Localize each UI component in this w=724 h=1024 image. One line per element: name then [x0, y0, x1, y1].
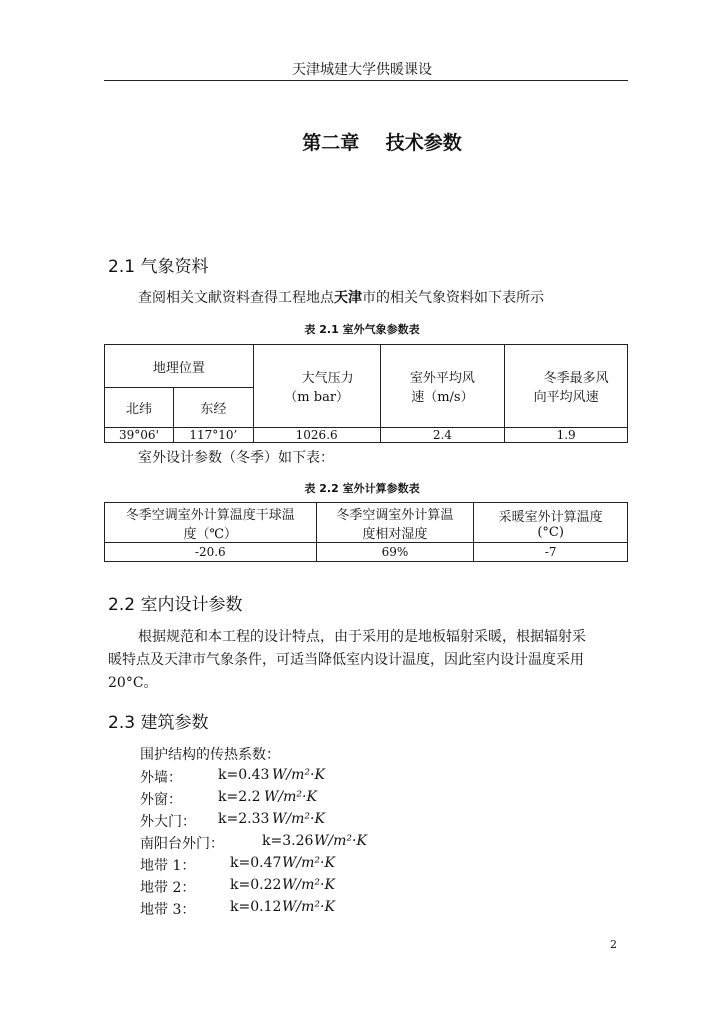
cell-longitude: 117°10’: [173, 428, 253, 443]
indoor-design-paragraph: [108, 626, 628, 695]
header-latitude: 北纬: [105, 388, 174, 428]
header-heating-temp-line1: 采暖室外计算温度: [498, 509, 603, 525]
cell-humidity: 69%: [316, 543, 474, 562]
coef-label: 外大门：: [140, 814, 196, 830]
indoor-line-1: 根据规范和本工程的设计特点，由于采用的是地板辐射采暖，根据辐射采: [138, 629, 586, 645]
coef-label: 外墙：: [140, 770, 182, 786]
page-number: 2: [610, 938, 617, 951]
header-winter-wind-line2: 向平均风速: [533, 390, 599, 405]
indoor-line-2: 暖特点及天津市气象条件，可适当降低室内设计温度，因此室内设计温度采用: [108, 652, 584, 668]
section-heading-2-1: 2.1 气象资料: [108, 257, 209, 277]
section-heading-2-3: 2.3 建筑参数: [108, 713, 209, 733]
cell-winter-wind: 1.9: [505, 428, 628, 443]
header-wind-line1: 室外平均风: [409, 371, 475, 386]
header-dry-bulb-line1: 冬季空调室外计算温度干球温: [125, 507, 295, 523]
header-winter-wind: [505, 345, 628, 428]
coef-label: 地带 3：: [140, 902, 196, 918]
weather-intro: [108, 287, 628, 310]
header-wind-line2: 速（m/s）: [411, 390, 474, 405]
coefficient-intro: 围护结构的传热系数：: [140, 747, 280, 763]
page-header: 天津城建大学供暖课设: [292, 62, 432, 78]
cell-heating-temp: -7: [474, 543, 628, 562]
weather-intro-city: 天津: [334, 290, 362, 306]
outdoor-calc-table: [104, 502, 628, 562]
cell-wind: 2.4: [380, 428, 505, 443]
header-pressure-line2: （m bar）: [284, 390, 350, 405]
section-heading-2-2: 2.2 室内设计参数: [108, 595, 243, 615]
header-winter-wind-line1: 冬季最多风: [543, 371, 609, 386]
coef-value: k=0.22: [230, 877, 282, 893]
coef-value: k=0.47: [230, 855, 282, 871]
coef-label: 南阳台外门：: [140, 836, 224, 852]
coef-unit: W/m²·K: [314, 833, 367, 849]
indoor-line-3: 20°C。: [108, 675, 158, 691]
table1-caption: 表 2.1 室外气象参数表: [304, 323, 420, 336]
header-dry-bulb-line2: 度（℃）: [183, 526, 238, 542]
header-divider: [104, 80, 628, 81]
header-pressure: [253, 345, 380, 428]
header-pressure-line1: 大气压力: [301, 371, 354, 386]
cell-pressure: 1026.6: [253, 428, 380, 443]
coef-label: 地带 1：: [140, 858, 196, 874]
coef-unit: W/m²·K: [272, 811, 325, 827]
chapter-title: 第二章 技术参数: [302, 132, 462, 154]
weather-intro-suffix: 市的相关气象资料如下表所示: [362, 290, 544, 306]
weather-intro-prefix: 查阅相关文献资料查得工程地点: [138, 290, 334, 306]
cell-dry-bulb: -20.6: [105, 543, 317, 562]
header-wind: [380, 345, 505, 428]
coef-unit: W/m²·K: [264, 789, 317, 805]
coef-value: k=0.12: [230, 899, 282, 915]
coef-unit: W/m²·K: [272, 767, 325, 783]
outdoor-weather-table: [104, 344, 628, 443]
cell-latitude: 39°06': [105, 428, 174, 443]
table2-caption: 表 2.2 室外计算参数表: [304, 482, 420, 495]
coef-unit: W/m²·K: [282, 899, 335, 915]
header-humidity-line1: 冬季空调室外计算温: [336, 507, 454, 523]
coef-label: 外窗：: [140, 792, 182, 808]
header-location: 地理位置: [105, 345, 254, 388]
coef-value: k=0.43: [218, 767, 270, 783]
header-heating-temp-line2: (°C): [537, 524, 564, 540]
coef-unit: W/m²·K: [282, 877, 335, 893]
header-humidity: [316, 503, 474, 543]
outdoor-design-intro: 室外设计参数（冬季）如下表：: [138, 450, 334, 466]
coef-value: k=3.26: [262, 833, 314, 849]
header-dry-bulb: [105, 503, 317, 543]
header-longitude: 东经: [173, 388, 253, 428]
coef-value: k=2.33: [218, 811, 270, 827]
coef-value: k=2.2: [218, 789, 261, 805]
header-heating-temp: [474, 503, 628, 543]
coef-label: 地带 2：: [140, 880, 196, 896]
coef-unit: W/m²·K: [282, 855, 335, 871]
header-humidity-line2: 度相对湿度: [362, 526, 428, 542]
